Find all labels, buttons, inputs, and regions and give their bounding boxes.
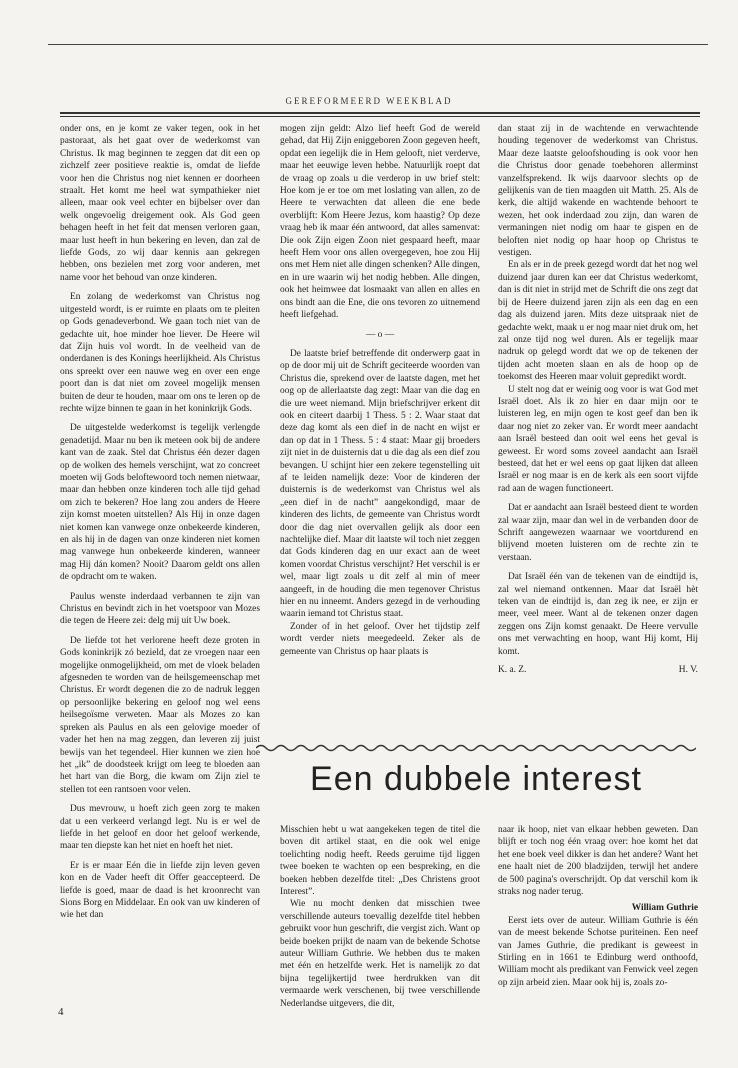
wavy-divider <box>256 742 696 754</box>
article2-column-1 <box>280 824 480 1010</box>
header-rule-thin <box>60 116 700 117</box>
paragraph: Dat Israël één van de tekenen van de eindtijd is, zal wel niemand ontkennen. Maar dat Israël hèt teken van de eindtijd is, dan zeg ik nee, er zijn er meer, veel meer. Want al de tekenen onzer dagen zeggen ons Zijn komst genaakt. De Heere vervulle ons met verwachting en hoop, want Hij komt, Hij komt. <box>498 572 698 657</box>
column-2 <box>280 123 480 733</box>
header-rule <box>60 112 700 114</box>
paragraph: Wie nu mocht denken dat misschien twee verschillende auteurs toevallig dezelfde titel hebben gebruikt voor hun geschrift, die vergist zich. Want op beide boeken prijkt de naam van de bekende Schotse auteur William Guthrie. We hebben dus te maken met één en hetzelfde werk. Het is namelijk zo dat bijna tegelijkertijd twee herdrukken van dit vermaarde werk verschenen, bij twee verschillende Nederlandse uitgevers, die dit, <box>280 899 480 1009</box>
column-1 <box>60 123 260 1005</box>
article-title: Een dubbele interest <box>310 760 642 798</box>
paragraph: Er is er maar Eén die in liefde zijn leven geven kon en de Vader heeft dit Offer geaccepteerd. De liefde is goed, maar de daad is het kroonrecht van Sions Borg en Middelaar. En ook van uw kinderen of wie het dan <box>60 860 260 921</box>
paragraph: De uitgestelde wederkomst is tegelijk verlengde genadetijd. Maar nu ben ik meteen ook bij de andere kant van de zaak. Stel dat Christus één dezer dagen op de wolken des hemels verschijnt, wat zo concreet moeten wij Gods beloftewoord toch nemen nietwaar, maar dan hebben onze kinderen toch alle tijd gehad om zich te bekeren? Hoe lang zou anders de Heere zijn komst moeten uitstellen? Als Hij in onze dagen niet komen kan vanwege onze onbekeerde kinderen, en als hij in de dagen van onze kinderen niet komen mag vanwege hun onbekeerde kinderen, wanneer mag Hij dán komen? Nooit? Daarom geldt ons allen de opdracht om te waken. <box>60 423 260 583</box>
paragraph: De liefde tot het verlorene heeft deze groten in Gods koninkrijk zó bezield, dat ze vroegen naar een mogelijke onmogelijkheid, om met de vloek beladen afgesneden te worden van de heilsgemeenschap met Christus. Er wordt degenen die zo de nadruk leggen op persoonlijke bekering en geloof nog wel eens heilsegoïsme verweten. Maar als Mozes zo kan spreken als Paulus en als een gelovige moeder of vader het hen na mag zeggen, dan leveren zij juist bewijs van het tegendeel. Hier kunnen we zien hoe het „ik” de doodsteek krijgt om leeg te bloeden aan het hart van die Borg, die kwam om Zijn ziel te stellen tot een rantsoen voor velen. <box>60 635 260 795</box>
paragraph: dan staat zij in de wachtende en verwachtende houding tegenover de wederkomst van Christus. Maar deze laatste geloofshouding is ook voor hen die Christus door genade toebehoren allerminst vanzelfsprekend. Ik wijs daarvoor slechts op de gelijkenis van de tien maagden uit Matth. 25. Als de kerk, die altijd wakende en wachtende behoort te wezen, het ook inderdaad zou zijn, dan waren de vermaningen niet nodig om haar te gispen en de beloften niet nodig op haar hoop op Christus te vestigen. <box>498 124 698 259</box>
column-3 <box>498 123 698 738</box>
signature-left: K. a. Z. <box>498 665 527 676</box>
paragraph: mogen zijn geldt: Alzo lief heeft God de wereld gehad, dat Hij Zijn eniggeboren Zoon gegeven heeft, opdat een iegelijk die in Hem gelooft, niet verderve, maar het eeuwige leven hebbe. Natuurlijk roept dat de vraag op zoals u die verderop in uw brief stelt: Hoe kom je er toe om met loslating van allen, zo de Heere te verwachten dat alleen die ene bede overblijft: Kom Heere Jezus, kom haastig? Op deze vraag heb ik maar één antwoord, dat alles samenvat: Die ook Zijn eigen Zoon niet gespaard heeft, maar heeft Hem voor ons allen overgegeven, hoe zou Hij ons met Hem niet alle dingen schenken? Alle dingen, en in ure waarin wij het nodig hebben. Alle dingen, ook het heimwee dat losmaakt van allen en alles en ons bindt aan die Ene, die ons tevoren zo uitnemend heeft liefgehad. <box>280 124 480 321</box>
paragraph: Eerst iets over de auteur. William Guthrie is één van de meest bekende Schotse puriteinen. Een neef van James Guthrie, die predikant is geweest in Stirling en in 1661 te Edinburg werd onthoofd, William mocht als predikant van Fenwick veel zegen op zijn arbeid zien. Maar ook hij is, zoals zo- <box>498 915 698 988</box>
paragraph: En zolang de wederkomst van Christus nog uitgesteld wordt, is er ruimte en plaats om te pleiten op Gods genadeverbond. We gaan toch niet van de gedachte uit, hoe minder hoe liever. De Heere wil dat Zijn huis vol wordt. In de veelheid van de onderdanen is des Konings heerlijkheid. Als Christus ons spreekt over een nauwe weg en over een enge poort dan is dat niet om zoveel mogelijk mensen buiten de deur te houden, maar om ons te leren op de rechte wijze binnen te gaan in het koninkrijk Gods. <box>60 292 260 414</box>
paragraph: Dat er aandacht aan Israël besteed dient te worden zal waar zijn, maar dan wel in de verbanden door de Schrift aangewezen waarnaar we voortdurend en blijvend moeten luisteren om de rechte zin te verstaan. <box>498 503 698 563</box>
paragraph: Misschien hebt u wat aangekeken tegen de titel die boven dit artikel staat, en die ook wel enige toelichting nodig heeft. Reeds geruime tijd liggen twee boeken te wachten op een bespreking, en die boeken hebben dezelfde titel: „Des Christens groot Interest”. <box>280 825 480 898</box>
section-divider: — o — <box>365 329 395 340</box>
paragraph: Paulus wenste inderdaad verbannen te zijn van Christus en bevindt zich in het voetspoor van Mozes die tegen de Heere zei: delg mij uit Uw boek. <box>60 591 260 627</box>
paragraph: En als er in de preek gezegd wordt dat het nog wel duizend jaar duren kan eer dat Christus wederkomt, dan is dit niet in strijd met de Schrift die ons zegt dat bij de Heere duizend jaren zijn als een dag en een dag als duizend jaren. Mits deze uitspraak niet de gedachte wekt, maak u er nog maar niet druk om, het zal onze tijd nog wel duren. Als er tegelijk maar nadruk op gelegd wordt dat we op de tekenen der tijden acht moeten slaan en als de hoop op de toekomst des Heeren maar voluit gepredikt wordt. <box>498 260 698 383</box>
top-rule <box>48 44 708 45</box>
paragraph: onder ons, en je komt ze vaker tegen, ook in het pastoraat, als het gaat over de wederkomst van Christus. Ik mag beginnen te zeggen dat dit een op zichzelf zeer positieve reaktie is, omdat de liefde voor hen die Christus nog niet kennen er doorheen straalt. Het komt me heel wat sympathieker niet alleen, maar ook veel echter en bijbelser over dan welk ongevoelig dreigement ook. Als God geen behagen heeft in het feit dat mensen verloren gaan, maar lust heeft in hun bekering en leven, dan zal de liefde Gods, zo wij daar kennis aan gekregen hebben, ons bezielen met zorg voor anderen, met name voor het behoud van onze kinderen. <box>60 124 260 283</box>
subheading: William Guthrie <box>631 903 698 914</box>
masthead: GEREFORMEERD WEEKBLAD <box>285 96 453 106</box>
paragraph: naar ik hoop, niet van elkaar hebben geweten. Dan blijft er toch nog één vraag over: hoe komt het dat het ene boek veel dikker is dan het andere? Want het ene haalt niet de 200 bladzijden, terwijl het andere de 500 pagina's overschrijdt. Op dat verschil kom ik straks nog nader terug. <box>498 825 698 898</box>
article2-column-2 <box>498 824 698 1010</box>
signature-line <box>498 664 698 676</box>
paragraph: De laatste brief betreffende dit onderwerp gaat in op de door mij uit de Schrift geciteerde woorden van Christus die, sprekend over de laatste dagen, met het oog op de allerlaatste dag zegt: Maar van die dag en die ure weet niemand. Mijn briefschrijver erkent dit ook en citeert daarbij 1 Thess. 5 : 2. Waar staat dat deze dag komt als een dief in de nacht en wijst er dan op dat in 1 Thess. 5 : 4 staat: Maar gij broeders zijt niet in de duisternis dat u die dag als een dief zou bevangen. U schijnt hier een zekere tegenstelling uit af te leiden namelijk deze: Voor de kinderen der duisternis is de wederkomst van Christus wel als „een dief in de nacht” aangekondigd, maar de kinderen des lichts, de gemeente van Christus wordt door die dag niet overvallen gelijk als door een nachtelijke dief. Maar dit laatste wil toch niet zeggen dat Gods kinderen dag en uur exact aan de weet komen voordat Christus verschijnt? Het verschil is er wel, maar ligt zoals u dit zelf al min of meer aangeeft, in de houding die men tegenover Christus hier en nu inneemt. Anders gezegd in de verhouding waarin iemand tot Christus staat. <box>280 348 480 620</box>
paragraph: U stelt nog dat er weinig oog voor is wat God met Israël doet. Als ik zo hier en daar mijn oor te luisteren leg, en mijn ogen te kost geef dan ben ik daar nog niet zo zeker van. Er wordt meer aandacht aan Israël besteed dan ooit wel eens het geval is geweest. Er word soms zoveel aandacht aan Israël besteed, dat het er wel eens op gaat lijken dat alleen Israël er nog maar is en de kerk als een soort vijfde rad aan de wagen functioneert. <box>498 384 698 494</box>
page-number: 4 <box>58 1006 64 1018</box>
paragraph: Zonder of in het geloof. Over het tijdstip zelf wordt verder niets meegedeeld. Zeker als de gemeente van Christus op haar plaats is <box>280 621 480 657</box>
paragraph: Dus mevrouw, u hoeft zich geen zorg te maken dat u een verkeerd verlangd legt. Nu is er wel de liefde in het geloof en door het geloof werkende, maar ten diepste kan het niet en hoeft het niet. <box>60 804 260 852</box>
signature-right: H. V. <box>678 665 698 676</box>
